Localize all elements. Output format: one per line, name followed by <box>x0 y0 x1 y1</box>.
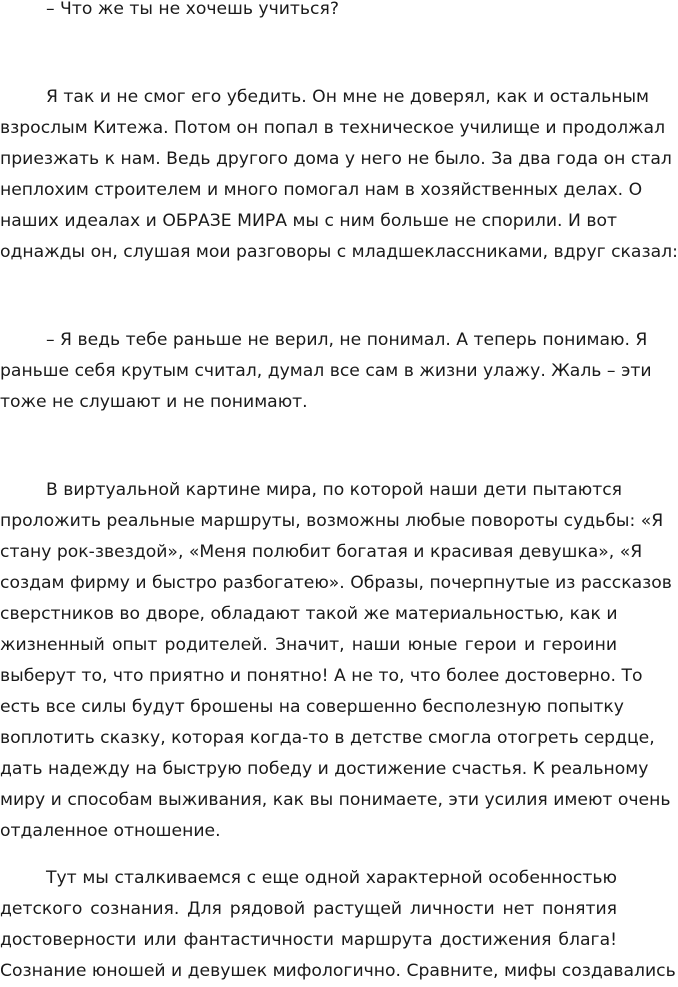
text-line: жизненный опыт родителей. Значит, наши юные герои и героини <box>0 635 617 655</box>
text-line: достоверности или фантастичности маршрута достижения блага! <box>0 930 617 950</box>
text-line: есть все силы будут брошены на совершенно бесполезную попытку <box>0 697 624 717</box>
text-line: Тут мы сталкиваемся с еще одной характерной особенностью <box>46 868 617 888</box>
text-line: миру и способам выживания, как вы понимаете, эти усилия имеют очень <box>0 790 671 810</box>
text-line: дать надежду на быструю победу и достижение счастья. К реальному <box>0 759 649 779</box>
text-line: выберут то, что приятно и понятно! А не то, что более достоверно. То <box>0 666 643 686</box>
text-line: проложить реальные маршруты, возможны любые повороты судьбы: «Я <box>0 511 664 531</box>
text-line: В виртуальной картине мира, по которой наши дети пытаются <box>46 480 623 500</box>
text-line: отдаленное отношение. <box>0 821 221 841</box>
text-line: раньше себя крутым считал, думал все сам в жизни улажу. Жаль – эти <box>0 361 652 381</box>
text-line: детского сознания. Для рядовой растущей личности нет понятия <box>0 899 617 919</box>
text-line: наших идеалах и ОБРАЗЕ МИРА мы с ним больше не спорили. И вот <box>0 211 617 231</box>
text-line: воплотить сказку, которая когда-то в детстве смогла отогреть сердце, <box>0 728 655 748</box>
text-line: тоже не слушают и не понимают. <box>0 392 308 412</box>
text-line: взрослым Китежа. Потом он попал в техническое училище и продолжал <box>0 118 666 138</box>
text-line: Сознание юношей и девушек мифологично. Сравните, мифы создавались <box>0 961 676 981</box>
text-line: сверстников во дворе, обладают такой же материальностью, как и <box>0 604 618 624</box>
text-line: стану рок-звездой», «Меня полюбит богатая и красивая девушка», «Я <box>0 542 643 562</box>
text-line: однажды он, слушая мои разговоры с младшеклассниками, вдруг сказал: <box>0 242 678 262</box>
text-line: создам фирму и быстро разбогатею». Образы, почерпнутые из рассказов <box>0 573 672 593</box>
text-line: – Я ведь тебе раньше не верил, не понимал. А теперь понимаю. Я <box>46 330 648 350</box>
text-line: Я так и не смог его убедить. Он мне не доверял, как и остальным <box>46 87 649 107</box>
text-line: неплохим строителем и много помогал нам в хозяйственных делах. О <box>0 180 643 200</box>
text-line: приезжать к нам. Ведь другого дома у него не было. За два года он стал <box>0 149 672 169</box>
text-line: – Что же ты не хочешь учиться? <box>46 0 339 19</box>
